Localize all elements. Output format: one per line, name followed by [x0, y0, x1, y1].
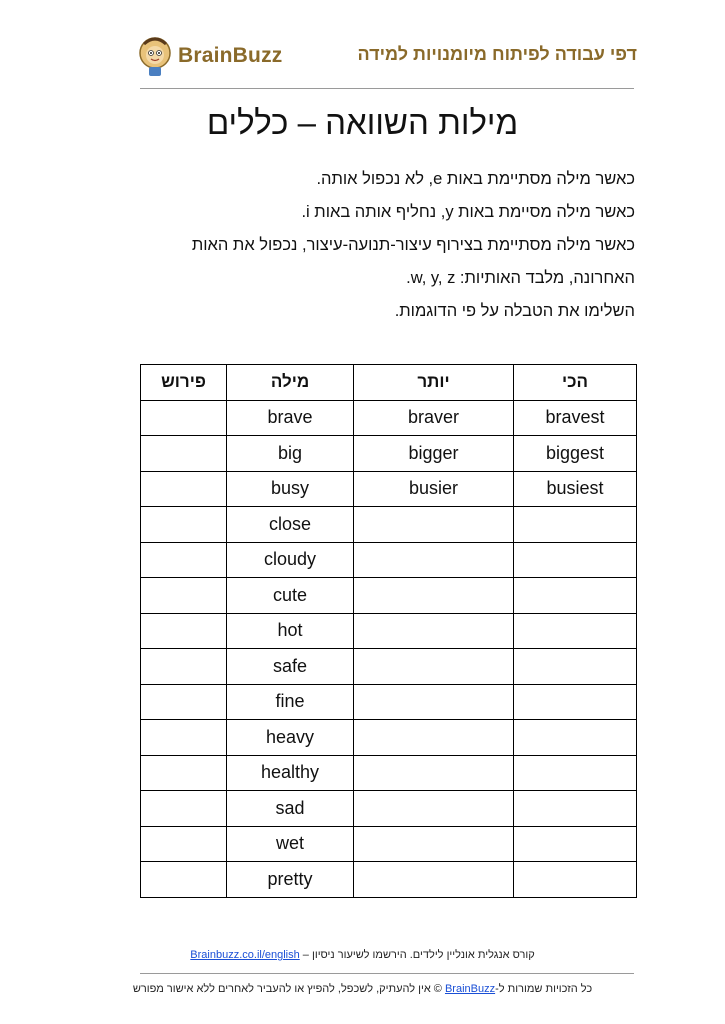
header-most: הכי [514, 365, 637, 401]
cell-most[interactable] [514, 542, 637, 578]
cell-meaning[interactable] [141, 613, 227, 649]
cell-more[interactable] [354, 720, 514, 756]
cell-more[interactable] [354, 826, 514, 862]
table-row [141, 613, 637, 649]
cell-more[interactable] [354, 578, 514, 614]
cell-word: cloudy [227, 542, 354, 578]
cell-word: fine [227, 684, 354, 720]
table-row [141, 436, 637, 472]
brainbuzz-logo[interactable] [138, 34, 282, 78]
rule-line: האחרונה, מלבד האותיות: w, y, z. [406, 269, 635, 287]
cell-meaning[interactable] [141, 436, 227, 472]
cell-meaning[interactable] [141, 578, 227, 614]
cell-meaning[interactable] [141, 649, 227, 685]
cell-most[interactable]: biggest [514, 436, 637, 472]
cell-most[interactable] [514, 684, 637, 720]
cell-word: brave [227, 400, 354, 436]
header-divider [140, 88, 634, 89]
table-row [141, 791, 637, 827]
cell-meaning[interactable] [141, 755, 227, 791]
header-word: מילה [227, 365, 354, 401]
logo-wordmark: BrainBuzz [178, 44, 283, 67]
header-more: יותר [354, 365, 514, 401]
table-row [141, 684, 637, 720]
cell-word: healthy [227, 755, 354, 791]
header-meaning: פירוש [141, 365, 227, 401]
cell-most[interactable] [514, 507, 637, 543]
cell-more[interactable] [354, 684, 514, 720]
cell-meaning[interactable] [141, 400, 227, 436]
cell-most[interactable] [514, 826, 637, 862]
table-row [141, 542, 637, 578]
cell-meaning[interactable] [141, 507, 227, 543]
cell-more[interactable]: braver [354, 400, 514, 436]
cell-meaning[interactable] [141, 862, 227, 898]
cell-word: busy [227, 471, 354, 507]
cell-meaning[interactable] [141, 791, 227, 827]
copyright-link[interactable]: BrainBuzz [444, 983, 496, 995]
cell-more[interactable] [354, 755, 514, 791]
mascot-icon [138, 36, 174, 76]
cell-most[interactable] [514, 613, 637, 649]
table-header-row [141, 365, 637, 401]
cell-word: wet [227, 826, 354, 862]
cell-more[interactable]: busier [354, 471, 514, 507]
footer-course-text: קורס אנגלית אונליין לילדים. הירשמו לשיעור ניסיון – [299, 949, 535, 961]
table-row [141, 720, 637, 756]
table-row [141, 862, 637, 898]
cell-more[interactable] [354, 542, 514, 578]
cell-word: cute [227, 578, 354, 614]
comparatives-table [140, 364, 637, 898]
footer-course-link[interactable]: Brainbuzz.co.il/english [190, 949, 300, 961]
table-row [141, 578, 637, 614]
copyright-suffix: © אין להעתיק, לשכפל, להפיץ או להעביר לאחרים ללא אישור מפורש [132, 983, 445, 995]
table-row [141, 755, 637, 791]
cell-word: big [227, 436, 354, 472]
table-row [141, 507, 637, 543]
table-row [141, 649, 637, 685]
cell-more[interactable]: bigger [354, 436, 514, 472]
cell-word: close [227, 507, 354, 543]
cell-meaning[interactable] [141, 471, 227, 507]
table-row [141, 471, 637, 507]
cell-most[interactable] [514, 791, 637, 827]
page-title: מילות השוואה – כללים [206, 104, 519, 141]
rule-line: כאשר מילה מסתיימת באות e, לא נכפול אותה. [316, 170, 635, 188]
cell-word: pretty [227, 862, 354, 898]
rule-line: כאשר מילה מסיימת באות y, נחליף אותה באות i. [301, 203, 635, 221]
cell-most[interactable] [514, 578, 637, 614]
rule-line: כאשר מילה מסתיימת בצירוף עיצור-תנועה-עיצור, נכפול את האות [191, 236, 635, 254]
cell-most[interactable]: busiest [514, 471, 637, 507]
cell-word: hot [227, 613, 354, 649]
instruction-line: השלימו את הטבלה על פי הדוגמות. [394, 302, 635, 320]
cell-more[interactable] [354, 613, 514, 649]
header-title: דפי עבודה לפיתוח מיומנויות למידה [357, 44, 637, 64]
footer-course-line [0, 949, 725, 961]
cell-meaning[interactable] [141, 826, 227, 862]
table-body [141, 400, 637, 897]
cell-most[interactable] [514, 720, 637, 756]
table-row [141, 826, 637, 862]
cell-more[interactable] [354, 507, 514, 543]
cell-meaning[interactable] [141, 720, 227, 756]
table-row [141, 400, 637, 436]
rules-list [75, 163, 635, 328]
footer-divider [140, 973, 634, 974]
cell-more[interactable] [354, 791, 514, 827]
footer-copyright [0, 983, 725, 995]
cell-meaning[interactable] [141, 542, 227, 578]
cell-most[interactable] [514, 862, 637, 898]
page-header [0, 0, 725, 95]
cell-word: sad [227, 791, 354, 827]
cell-word: safe [227, 649, 354, 685]
cell-meaning[interactable] [141, 684, 227, 720]
cell-more[interactable] [354, 862, 514, 898]
cell-more[interactable] [354, 649, 514, 685]
cell-most[interactable]: bravest [514, 400, 637, 436]
cell-most[interactable] [514, 755, 637, 791]
copyright-prefix: כל הזכויות שמורות ל- [495, 983, 593, 995]
cell-word: heavy [227, 720, 354, 756]
cell-most[interactable] [514, 649, 637, 685]
